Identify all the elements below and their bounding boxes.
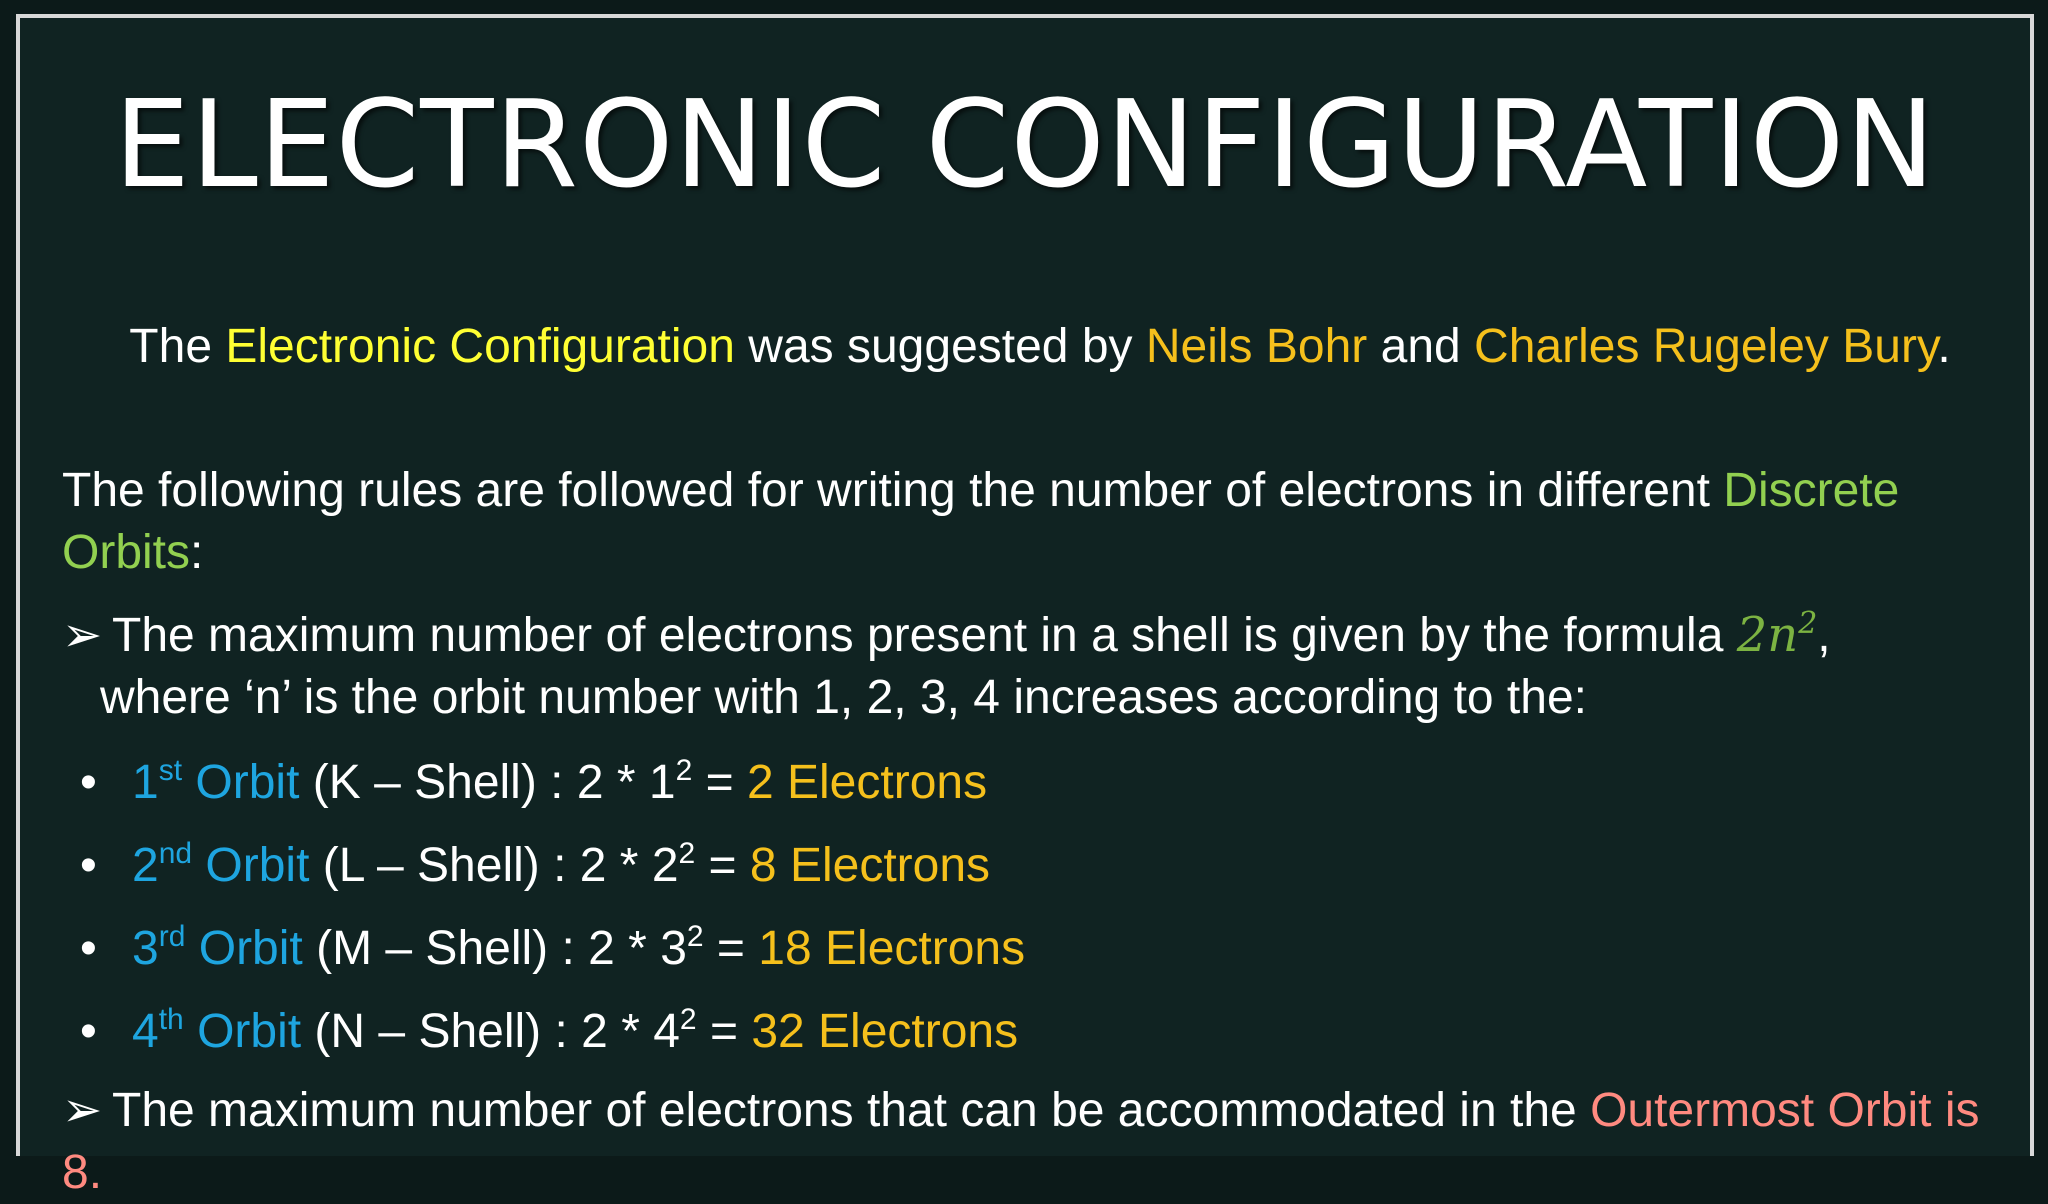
rules-intro-highlight: Discrete Orbits bbox=[62, 464, 1900, 579]
rule-point-text: The maximum number of electrons present in a shell is given by the formula bbox=[112, 609, 1737, 662]
intro-text-3: and bbox=[1367, 320, 1475, 373]
intro-highlight-electronic-configuration: Electronic Configuration bbox=[225, 320, 735, 373]
orbit-number: 4 bbox=[132, 1005, 159, 1058]
orbit-equals: = bbox=[695, 839, 750, 892]
orbit-item bbox=[62, 997, 1662, 1080]
bullet-icon: • bbox=[80, 756, 97, 809]
bullet-icon: • bbox=[80, 1005, 97, 1058]
rule-point-comma: , bbox=[1817, 609, 1831, 662]
intro-paragraph bbox=[110, 316, 1970, 378]
formula-exponent: 2 bbox=[1798, 606, 1818, 641]
rule-point-text: The maximum number of electrons that can be accommodated in the bbox=[112, 1084, 1591, 1137]
slide-title: ELECTRONIC CONFIGURATION bbox=[114, 76, 1936, 215]
rule-point-continuation: where ‘n’ is the orbit number with 1, 2, 3, 4 increases according to the: bbox=[100, 671, 1587, 724]
orbit-word: Orbit bbox=[185, 922, 303, 975]
rules-intro-end: : bbox=[190, 526, 204, 579]
arrow-bullet-icon: ➢ bbox=[62, 609, 103, 662]
intro-text-2: was suggested by bbox=[734, 320, 1146, 373]
orbit-result: 18 Electrons bbox=[758, 922, 1026, 975]
rule-point-max-electrons bbox=[62, 604, 1992, 729]
orbit-label bbox=[132, 922, 303, 975]
orbit-ordinal-suffix: nd bbox=[158, 837, 193, 870]
formula-2n2 bbox=[1737, 607, 1818, 663]
orbit-ordinal-suffix: rd bbox=[158, 920, 186, 953]
orbit-number: 1 bbox=[132, 756, 159, 809]
orbit-word: Orbit bbox=[192, 839, 310, 892]
orbit-ordinal-suffix: th bbox=[158, 1003, 184, 1036]
orbit-exponent: 2 bbox=[675, 754, 693, 787]
orbit-word: Orbit bbox=[183, 1005, 302, 1058]
bullet-icon: • bbox=[80, 922, 97, 975]
orbit-label bbox=[132, 756, 299, 809]
orbit-item bbox=[62, 831, 1662, 914]
orbit-shell-formula: (K – Shell) : 2 * 1 bbox=[299, 756, 676, 809]
intro-highlight-neils-bohr: Neils Bohr bbox=[1145, 320, 1368, 373]
orbit-shell-formula: (M – Shell) : 2 * 3 bbox=[302, 922, 687, 975]
slide-frame bbox=[16, 14, 2034, 1199]
orbit-number: 3 bbox=[132, 922, 159, 975]
rules-intro-paragraph bbox=[62, 460, 1962, 584]
orbit-result: 32 Electrons bbox=[751, 1005, 1019, 1058]
orbit-equals: = bbox=[696, 1005, 752, 1058]
orbit-shell-formula: (L – Shell) : 2 * 2 bbox=[309, 839, 679, 892]
orbit-item bbox=[62, 914, 1662, 997]
orbit-result: 2 Electrons bbox=[746, 756, 988, 809]
orbit-equals: = bbox=[703, 922, 759, 975]
orbit-exponent: 2 bbox=[678, 837, 696, 870]
orbit-ordinal-suffix: st bbox=[158, 754, 183, 787]
orbit-equals: = bbox=[692, 756, 747, 809]
intro-highlight-charles-rugeley-bury: Charles Rugeley Bury bbox=[1474, 320, 1938, 373]
arrow-bullet-icon: ➢ bbox=[62, 1084, 103, 1137]
orbit-label bbox=[132, 1005, 301, 1058]
formula-base: 2n bbox=[1736, 607, 1799, 663]
rules-intro-text: The following rules are followed for writing the number of electrons in different bbox=[62, 464, 1724, 517]
orbit-shell-formula: (N – Shell) : 2 * 4 bbox=[301, 1005, 680, 1058]
rule-point-end: is 8. bbox=[62, 1084, 1980, 1199]
orbit-list bbox=[62, 748, 1662, 1080]
intro-text-1: The bbox=[129, 320, 226, 373]
intro-text-4: . bbox=[1937, 320, 1951, 373]
orbit-label bbox=[132, 839, 309, 892]
orbit-word: Orbit bbox=[182, 756, 300, 809]
orbit-exponent: 2 bbox=[686, 920, 704, 953]
rule-point-outermost-orbit bbox=[62, 1080, 1992, 1204]
orbit-item bbox=[62, 748, 1662, 831]
orbit-result: 8 Electrons bbox=[749, 839, 991, 892]
bullet-icon: • bbox=[80, 839, 97, 892]
outermost-orbit-highlight: Outermost Orbit bbox=[1590, 1084, 1932, 1137]
orbit-exponent: 2 bbox=[679, 1003, 697, 1036]
orbit-number: 2 bbox=[132, 839, 159, 892]
